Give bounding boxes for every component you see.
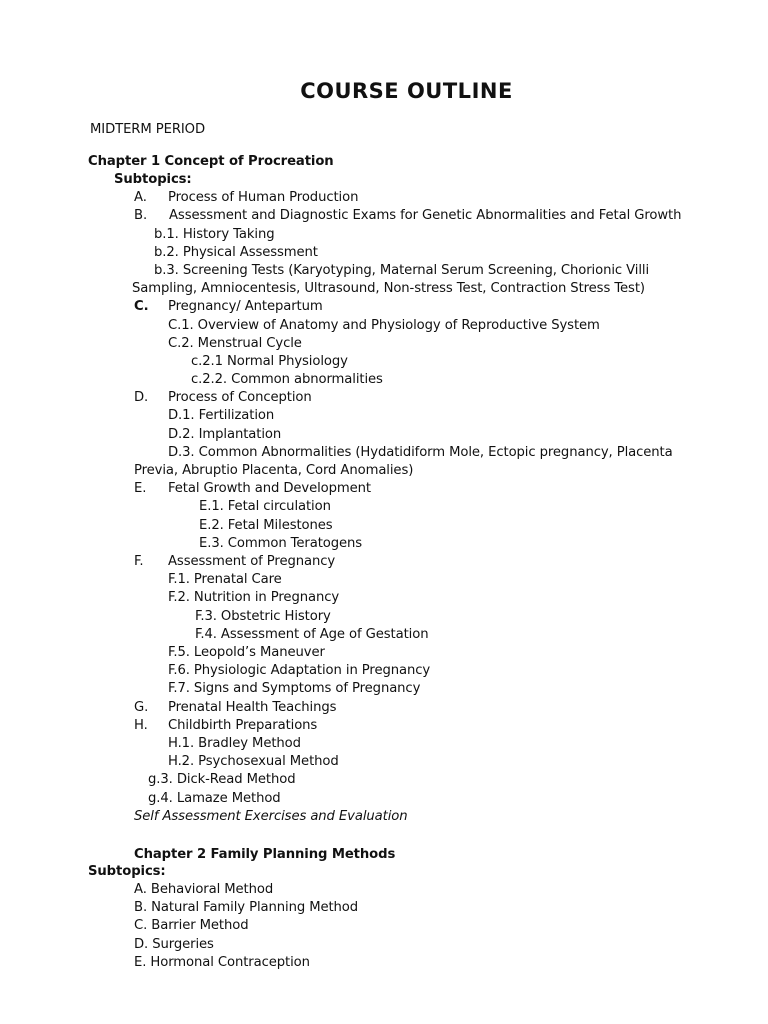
- outline-subitem-d1: D.1. Fertilization: [168, 408, 275, 423]
- outline-subitem-c1: C.1. Overview of Anatomy and Physiology of Reproductive System: [168, 318, 600, 333]
- outline-item-text: Process of Conception: [168, 390, 312, 405]
- outline-subitem-f1: F.1. Prenatal Care: [168, 572, 282, 587]
- outline-subitem-f6: F.6. Physiologic Adaptation in Pregnancy: [168, 663, 431, 678]
- outline-subitem-g3: g.3. Dick-Read Method: [148, 772, 296, 787]
- outline-marker: H.: [134, 718, 148, 733]
- outline-item-text: Assessment of Pregnancy: [168, 554, 336, 569]
- outline-marker: E.: [134, 481, 147, 496]
- outline-subitem-b2: b.2. Physical Assessment: [154, 245, 318, 260]
- outline-subitem-b1: b.1. History Taking: [154, 227, 275, 242]
- period-heading: MIDTERM PERIOD: [90, 122, 206, 137]
- outline-item-d: [134, 389, 312, 407]
- outline-marker: D.: [134, 390, 149, 405]
- outline-subitem-h2: H.2. Psychosexual Method: [168, 754, 339, 769]
- list-item: E. Hormonal Contraception: [134, 955, 310, 970]
- self-assessment-note: Self Assessment Exercises and Evaluation: [134, 809, 408, 824]
- document-title: COURSE OUTLINE: [300, 79, 513, 103]
- outline-item-text: Childbirth Preparations: [168, 718, 318, 733]
- outline-item-e: [134, 480, 371, 498]
- outline-item-text: Assessment and Diagnostic Exams for Genetic Abnormalities and Fetal Growth: [169, 208, 682, 223]
- outline-marker: A.: [134, 190, 147, 205]
- list-item: C. Barrier Method: [134, 918, 249, 933]
- outline-subitem-h1: H.1. Bradley Method: [168, 736, 301, 751]
- outline-subitem-d3: D.3. Common Abnormalities (Hydatidiform Mole, Ectopic pregnancy, Placenta: [168, 445, 673, 460]
- outline-subitem-e1: E.1. Fetal circulation: [199, 499, 331, 514]
- outline-subitem-c21: c.2.1 Normal Physiology: [191, 354, 348, 369]
- chapter2-heading: Chapter 2 Family Planning Methods: [134, 847, 396, 862]
- outline-item-f: [134, 553, 335, 571]
- outline-item-a: [134, 189, 358, 207]
- outline-item-text: Process of Human Production: [168, 190, 359, 205]
- outline-subitem-f4: F.4. Assessment of Age of Gestation: [195, 627, 429, 642]
- chapter1-heading: Chapter 1 Concept of Procreation: [88, 154, 334, 169]
- outline-marker: G.: [134, 700, 149, 715]
- outline-subitem-c2: C.2. Menstrual Cycle: [168, 336, 302, 351]
- chapter2-subtopics-label: Subtopics:: [88, 864, 166, 879]
- outline-subitem-f2: F.2. Nutrition in Pregnancy: [168, 590, 340, 605]
- outline-subitem-b3: b.3. Screening Tests (Karyotyping, Maternal Serum Screening, Chorionic Villi: [154, 263, 650, 278]
- outline-item-h: [134, 717, 317, 735]
- outline-subitem-c22: c.2.2. Common abnormalities: [191, 372, 383, 387]
- outline-item-c: [134, 298, 323, 316]
- outline-item-g: [134, 699, 336, 717]
- outline-marker: C.: [134, 299, 149, 314]
- outline-item-text: Fetal Growth and Development: [168, 481, 371, 496]
- outline-subitem-e3: E.3. Common Teratogens: [199, 536, 363, 551]
- outline-item-text: Pregnancy/ Antepartum: [168, 299, 323, 314]
- outline-subitem-d3-continued: Previa, Abruptio Placenta, Cord Anomalies): [134, 463, 414, 478]
- outline-subitem-e2: E.2. Fetal Milestones: [199, 518, 333, 533]
- outline-subitem-d2: D.2. Implantation: [168, 427, 282, 442]
- list-item: D. Surgeries: [134, 937, 214, 952]
- list-item: B. Natural Family Planning Method: [134, 900, 359, 915]
- outline-subitem-f5: F.5. Leopold’s Maneuver: [168, 645, 325, 660]
- outline-subitem-f7: F.7. Signs and Symptoms of Pregnancy: [168, 681, 421, 696]
- outline-subitem-b3-continued: Sampling, Amniocentesis, Ultrasound, Non-stress Test, Contraction Stress Test): [132, 281, 645, 296]
- outline-subitem-g4: g.4. Lamaze Method: [148, 791, 281, 806]
- list-item: A. Behavioral Method: [134, 882, 274, 897]
- chapter1-subtopics-label: Subtopics:: [114, 172, 192, 187]
- outline-marker: F.: [134, 554, 144, 569]
- outline-marker: B.: [134, 208, 148, 223]
- outline-subitem-f3: F.3. Obstetric History: [195, 609, 331, 624]
- outline-item-b: [134, 207, 681, 225]
- outline-item-text: Prenatal Health Teachings: [168, 700, 337, 715]
